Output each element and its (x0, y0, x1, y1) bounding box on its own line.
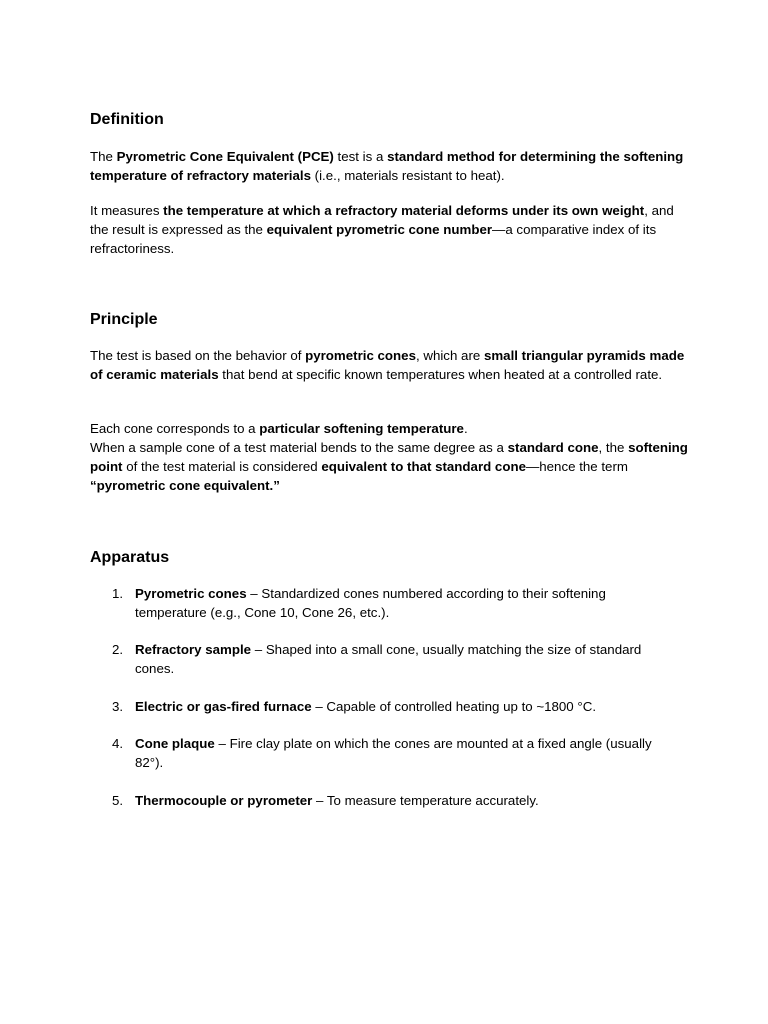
list-item-number: 1. (112, 586, 124, 601)
definition-heading: Definition (90, 111, 164, 128)
list-item-text: Electric or gas-fired furnace – Capable of controlled heating up to ~1800 °C. (135, 699, 597, 714)
list-item-text: Refractory sample – Shaped into a small cone, usually matching the size of standard cones. (135, 642, 642, 676)
list-item-text: Cone plaque – Fire clay plate on which the cones are mounted at a fixed angle (usually 82°). (135, 736, 652, 770)
principle-paragraph-2: Each cone corresponds to a particular softening temperature. When a sample cone of a test material bends to the same degree as a standard cone, the softening point of the test material is considered equivalent to that standard cone—hence the term “pyrometric cone equivalent.” (90, 421, 688, 493)
apparatus-heading: Apparatus (90, 549, 170, 566)
list-item-text: Pyrometric cones – Standardized cones numbered according to their softening temperature (e.g., Cone 10, Cone 26, etc.). (135, 586, 606, 620)
definition-paragraph-2: It measures the temperature at which a refractory material deforms under its own weight, and the result is expressed as the equivalent pyrometric cone number—a comparative index of its refractoriness. (90, 203, 674, 256)
list-item-text: Thermocouple or pyrometer – To measure temperature accurately. (135, 793, 539, 808)
list-item-number: 5. (112, 793, 124, 808)
list-item-number: 4. (112, 736, 124, 751)
list-item-number: 2. (112, 642, 124, 657)
definition-paragraph-1: The Pyrometric Cone Equivalent (PCE) test is a standard method for determining the softening temperature of refractory materials (i.e., materials resistant to heat). (90, 149, 684, 183)
list-item-number: 3. (112, 699, 124, 714)
principle-paragraph-1: The test is based on the behavior of pyrometric cones, which are small triangular pyramids made of ceramic materials that bend at specific known temperatures when heated at a controlled rate. (90, 348, 685, 382)
principle-heading: Principle (90, 311, 158, 328)
